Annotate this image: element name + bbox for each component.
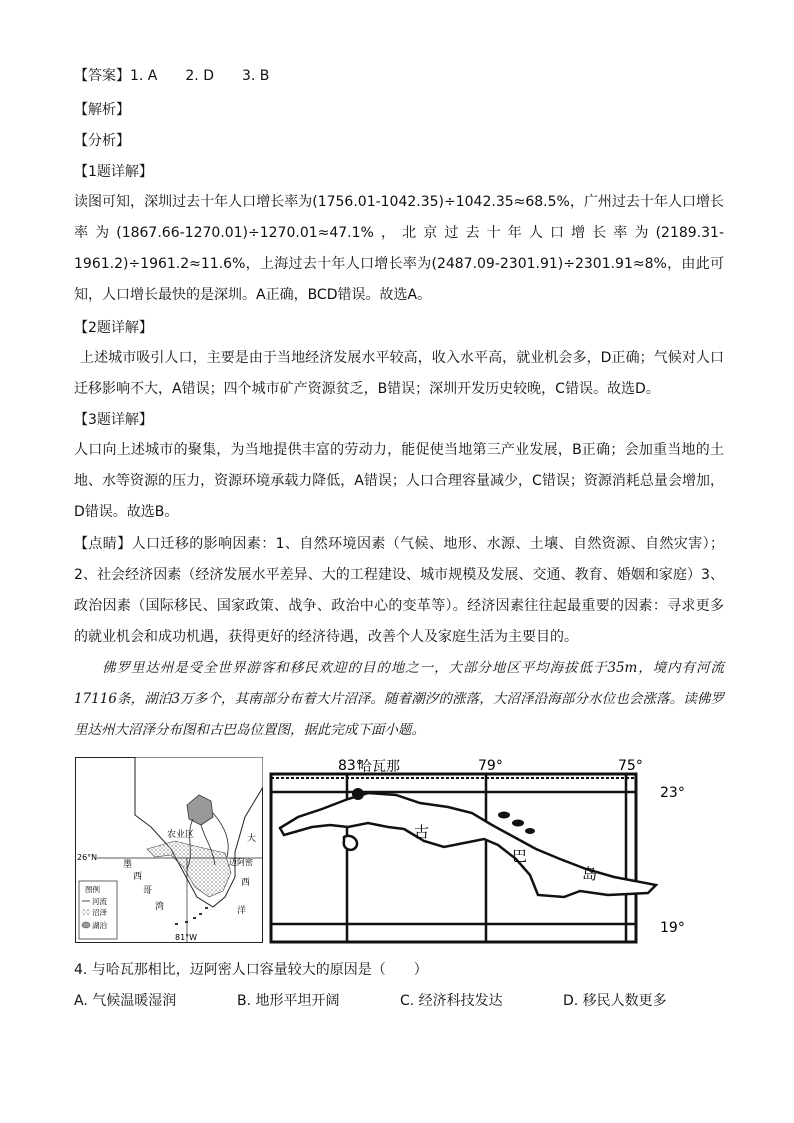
q2-explanation: 上述城市吸引人口，主要是由于当地经济发展水平较高，收入水平高，就业机会多，D正确；气候对人口迁移影响不大，A错误；四个城市矿产资源贫乏，B错误；深圳开发历史较晚，C错误。故选D。 xyxy=(74,350,724,397)
lon-83-label: 83° xyxy=(338,758,363,774)
legend-river-label: 河流 xyxy=(92,897,107,906)
analysis-heading: 【解析】 xyxy=(74,102,130,118)
legend-title: 图例 xyxy=(85,885,100,894)
question-4-stem: 4. 与哈瓦那相比，迈阿密人口容量较大的原因是（ ） xyxy=(74,962,428,978)
florida-swamp-map xyxy=(75,757,263,943)
answer-line: 【答案】1. A 2. D 3. B xyxy=(74,68,270,84)
atlantic-label-1: 大 xyxy=(247,834,257,844)
gulf-label-3: 哥 xyxy=(143,886,153,896)
lon-79-label: 79° xyxy=(478,758,503,774)
agri-zone-label: 农业区 xyxy=(167,830,195,840)
cuba-label-2: 巴 xyxy=(512,847,528,865)
dianjing-note: 【点睛】人口迁移的影响因素：1、自然环境因素（气候、地形、水源、土壤、自然资源、自然灾害）；2、社会经济因素（经济发展水平差异、大的工程建设、城市规模及发展、交通、教育、婚姻和家庭）3、政治因素（国际移民、国家政策、战争、政治中心的变革等）。经济因素往往起最重要的因素：寻求更多的就业机会和成功机遇，获得更好的经济待遇，改善个人及家庭生活为主要目的。 xyxy=(74,536,724,645)
gulf-label-1: 墨 xyxy=(123,860,133,870)
q3-explanation: 人口向上述城市的聚集，为当地提供丰富的劳动力，能促使当地第三产业发展，B正确；会加重当地的土地、水等资源的压力，资源环境承载力降低，A错误；人口合理容量减少，C错误；资源消耗总量会增加，D错误。故选B。 xyxy=(74,442,724,520)
fenxi-heading: 【分析】 xyxy=(74,133,130,149)
lon-75-label: 75° xyxy=(618,758,643,774)
isle-of-youth xyxy=(344,836,357,850)
cuba-label-3: 岛 xyxy=(582,865,598,883)
miami-label: 迈阿密 xyxy=(229,858,253,867)
q1-explanation: 读图可知，深圳过去十年人口增长率为(1756.01-1042.35)÷1042.35≈68.5%，广州过去十年人口增长率为(1867.66-1270.01)÷1270.01≈47.1%，北京过去十年人口增长率为(2189.31-1961.2)÷1961.2≈11.6%，上海过去十年人口增长率为(2487.09-2301.91)÷2301.91≈8%，由此可知，人口增长最快的是深圳。A正确，BCD错误。故选A。 xyxy=(74,194,724,303)
q1-heading: 【1题详解】 xyxy=(74,164,153,180)
legend-lake-label: 湖泊 xyxy=(92,921,107,930)
gulf-label-2: 西 xyxy=(133,872,143,882)
latitude-26-label: 26°N xyxy=(77,853,98,862)
choice-d[interactable]: D. 移民人数更多 xyxy=(563,993,667,1009)
gulf-label-4: 湾 xyxy=(155,902,165,912)
passage-intro: 佛罗里达州是受全世界游客和移民欢迎的目的地之一，大部分地区平均海拔低于35m，境内有河流17116条，湖泊3万多个，其南部分布着大片沼泽。随着潮汐的涨落，大沼泽沿海部分水位也会涨落。读佛罗里达州大沼泽分布图和古巴岛位置图，据此完成下面小题。 xyxy=(74,660,724,738)
choice-b[interactable]: B. 地形平坦开阔 xyxy=(237,993,340,1009)
longitude-81-label: 81°W xyxy=(175,933,198,942)
cuba-label-1: 古 xyxy=(414,823,430,841)
choice-a[interactable]: A. 气候温暖湿润 xyxy=(74,993,177,1009)
cuba-location-map xyxy=(268,757,688,947)
lat-23-label: 23° xyxy=(660,785,685,801)
lat-19-label: 19° xyxy=(660,920,685,936)
q3-heading: 【3题详解】 xyxy=(74,412,153,428)
havana-label: 哈瓦那 xyxy=(358,759,400,775)
q2-heading: 【2题详解】 xyxy=(74,320,153,336)
cay-island-2 xyxy=(512,820,524,827)
legend-swamp-label: 沼泽 xyxy=(92,908,107,917)
havana-marker xyxy=(352,788,364,800)
cay-island-1 xyxy=(498,812,510,819)
atlantic-label-2: 西 xyxy=(241,878,251,888)
cay-island-3 xyxy=(525,828,535,834)
choice-c[interactable]: C. 经济科技发达 xyxy=(400,993,503,1009)
question-4-choices xyxy=(74,990,724,1010)
map-legend xyxy=(79,881,117,939)
atlantic-label-3: 洋 xyxy=(237,906,247,916)
